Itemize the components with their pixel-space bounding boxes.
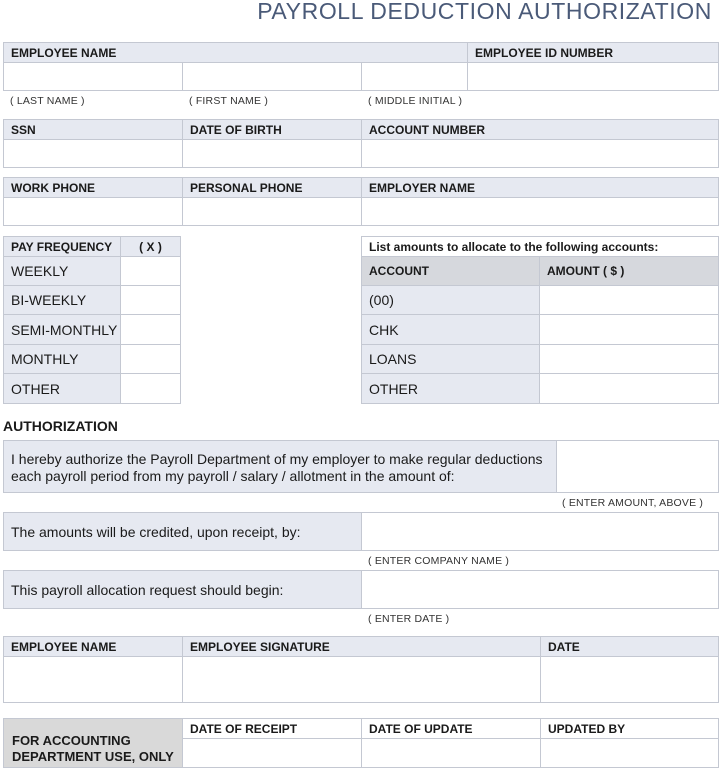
pay-frequency-header: PAY FREQUENCY: [3, 236, 121, 257]
frequency-other-checkbox[interactable]: [120, 373, 181, 404]
frequency-biweekly-checkbox[interactable]: [120, 285, 181, 315]
accounting-use-label: FOR ACCOUNTING DEPARTMENT USE, ONLY: [3, 718, 183, 768]
account-number-field[interactable]: [361, 139, 719, 168]
employer-name-field[interactable]: [361, 197, 719, 226]
account-chk-label: CHK: [361, 314, 540, 345]
dob-header: DATE OF BIRTH: [182, 119, 362, 140]
account-chk-amount-field[interactable]: [539, 314, 719, 345]
date-of-update-header: DATE OF UPDATE: [361, 718, 541, 739]
frequency-monthly-label: MONTHLY: [3, 344, 121, 374]
employee-name-header: EMPLOYEE NAME: [3, 42, 468, 63]
frequency-weekly-label: WEEKLY: [3, 256, 121, 286]
personal-phone-field[interactable]: [182, 197, 362, 226]
account-other-label: OTHER: [361, 373, 540, 404]
account-number-header: ACCOUNT NUMBER: [361, 119, 719, 140]
account-loans-amount-field[interactable]: [539, 344, 719, 374]
employee-id-field[interactable]: [467, 62, 719, 91]
first-name-field[interactable]: [182, 62, 362, 91]
first-name-caption: ( FIRST NAME ): [189, 95, 269, 107]
updated-by-field[interactable]: [540, 738, 719, 768]
enter-company-caption: ( ENTER COMPANY NAME ): [368, 555, 510, 567]
frequency-other-label: OTHER: [3, 373, 121, 404]
pay-frequency-mark-header: ( X ): [120, 236, 181, 257]
authorization-statement: I hereby authorize the Payroll Department of my employer to make regular deductions each payroll period from my payroll / salary / allotment in the amount of:: [3, 440, 557, 493]
company-name-field[interactable]: [361, 512, 719, 551]
account-00-label: (00): [361, 285, 540, 315]
middle-initial-caption: ( MIDDLE INITIAL ): [368, 95, 463, 107]
signature-employee-name-field[interactable]: [3, 656, 183, 703]
account-loans-label: LOANS: [361, 344, 540, 374]
enter-amount-caption: ( ENTER AMOUNT, ABOVE ): [562, 497, 704, 509]
date-of-receipt-field[interactable]: [182, 738, 362, 768]
frequency-monthly-checkbox[interactable]: [120, 344, 181, 374]
page-title: PAYROLL DEDUCTION AUTHORIZATION: [257, 0, 712, 24]
date-of-receipt-header: DATE OF RECEIPT: [182, 718, 362, 739]
last-name-caption: ( LAST NAME ): [10, 95, 85, 107]
frequency-semimonthly-checkbox[interactable]: [120, 314, 181, 345]
ssn-header: SSN: [3, 119, 183, 140]
last-name-field[interactable]: [3, 62, 183, 91]
middle-initial-field[interactable]: [361, 62, 468, 91]
frequency-semimonthly-label: SEMI-MONTHLY: [3, 314, 121, 345]
account-column-header: ACCOUNT: [361, 256, 540, 286]
signature-date-header: DATE: [540, 636, 719, 657]
work-phone-header: WORK PHONE: [3, 177, 183, 198]
employee-signature-field[interactable]: [182, 656, 541, 703]
authorization-heading: AUTHORIZATION: [3, 418, 118, 434]
signature-date-field[interactable]: [540, 656, 719, 703]
begin-date-field[interactable]: [361, 570, 719, 609]
account-other-amount-field[interactable]: [539, 373, 719, 404]
employer-name-header: EMPLOYER NAME: [361, 177, 719, 198]
amount-column-header: AMOUNT ( $ ): [539, 256, 719, 286]
dob-field[interactable]: [182, 139, 362, 168]
begin-label: This payroll allocation request should begin:: [3, 570, 362, 609]
account-00-amount-field[interactable]: [539, 285, 719, 315]
frequency-weekly-checkbox[interactable]: [120, 256, 181, 286]
personal-phone-header: PERSONAL PHONE: [182, 177, 362, 198]
date-of-update-field[interactable]: [361, 738, 541, 768]
enter-date-caption: ( ENTER DATE ): [368, 613, 450, 625]
ssn-field[interactable]: [3, 139, 183, 168]
frequency-biweekly-label: BI-WEEKLY: [3, 285, 121, 315]
updated-by-header: UPDATED BY: [540, 718, 719, 739]
signature-employee-name-header: EMPLOYEE NAME: [3, 636, 183, 657]
deduction-amount-field[interactable]: [556, 440, 719, 493]
work-phone-field[interactable]: [3, 197, 183, 226]
allocation-header: List amounts to allocate to the following accounts:: [361, 236, 719, 257]
employee-id-header: EMPLOYEE ID NUMBER: [467, 42, 719, 63]
credited-by-label: The amounts will be credited, upon receipt, by:: [3, 512, 362, 551]
employee-signature-header: EMPLOYEE SIGNATURE: [182, 636, 541, 657]
